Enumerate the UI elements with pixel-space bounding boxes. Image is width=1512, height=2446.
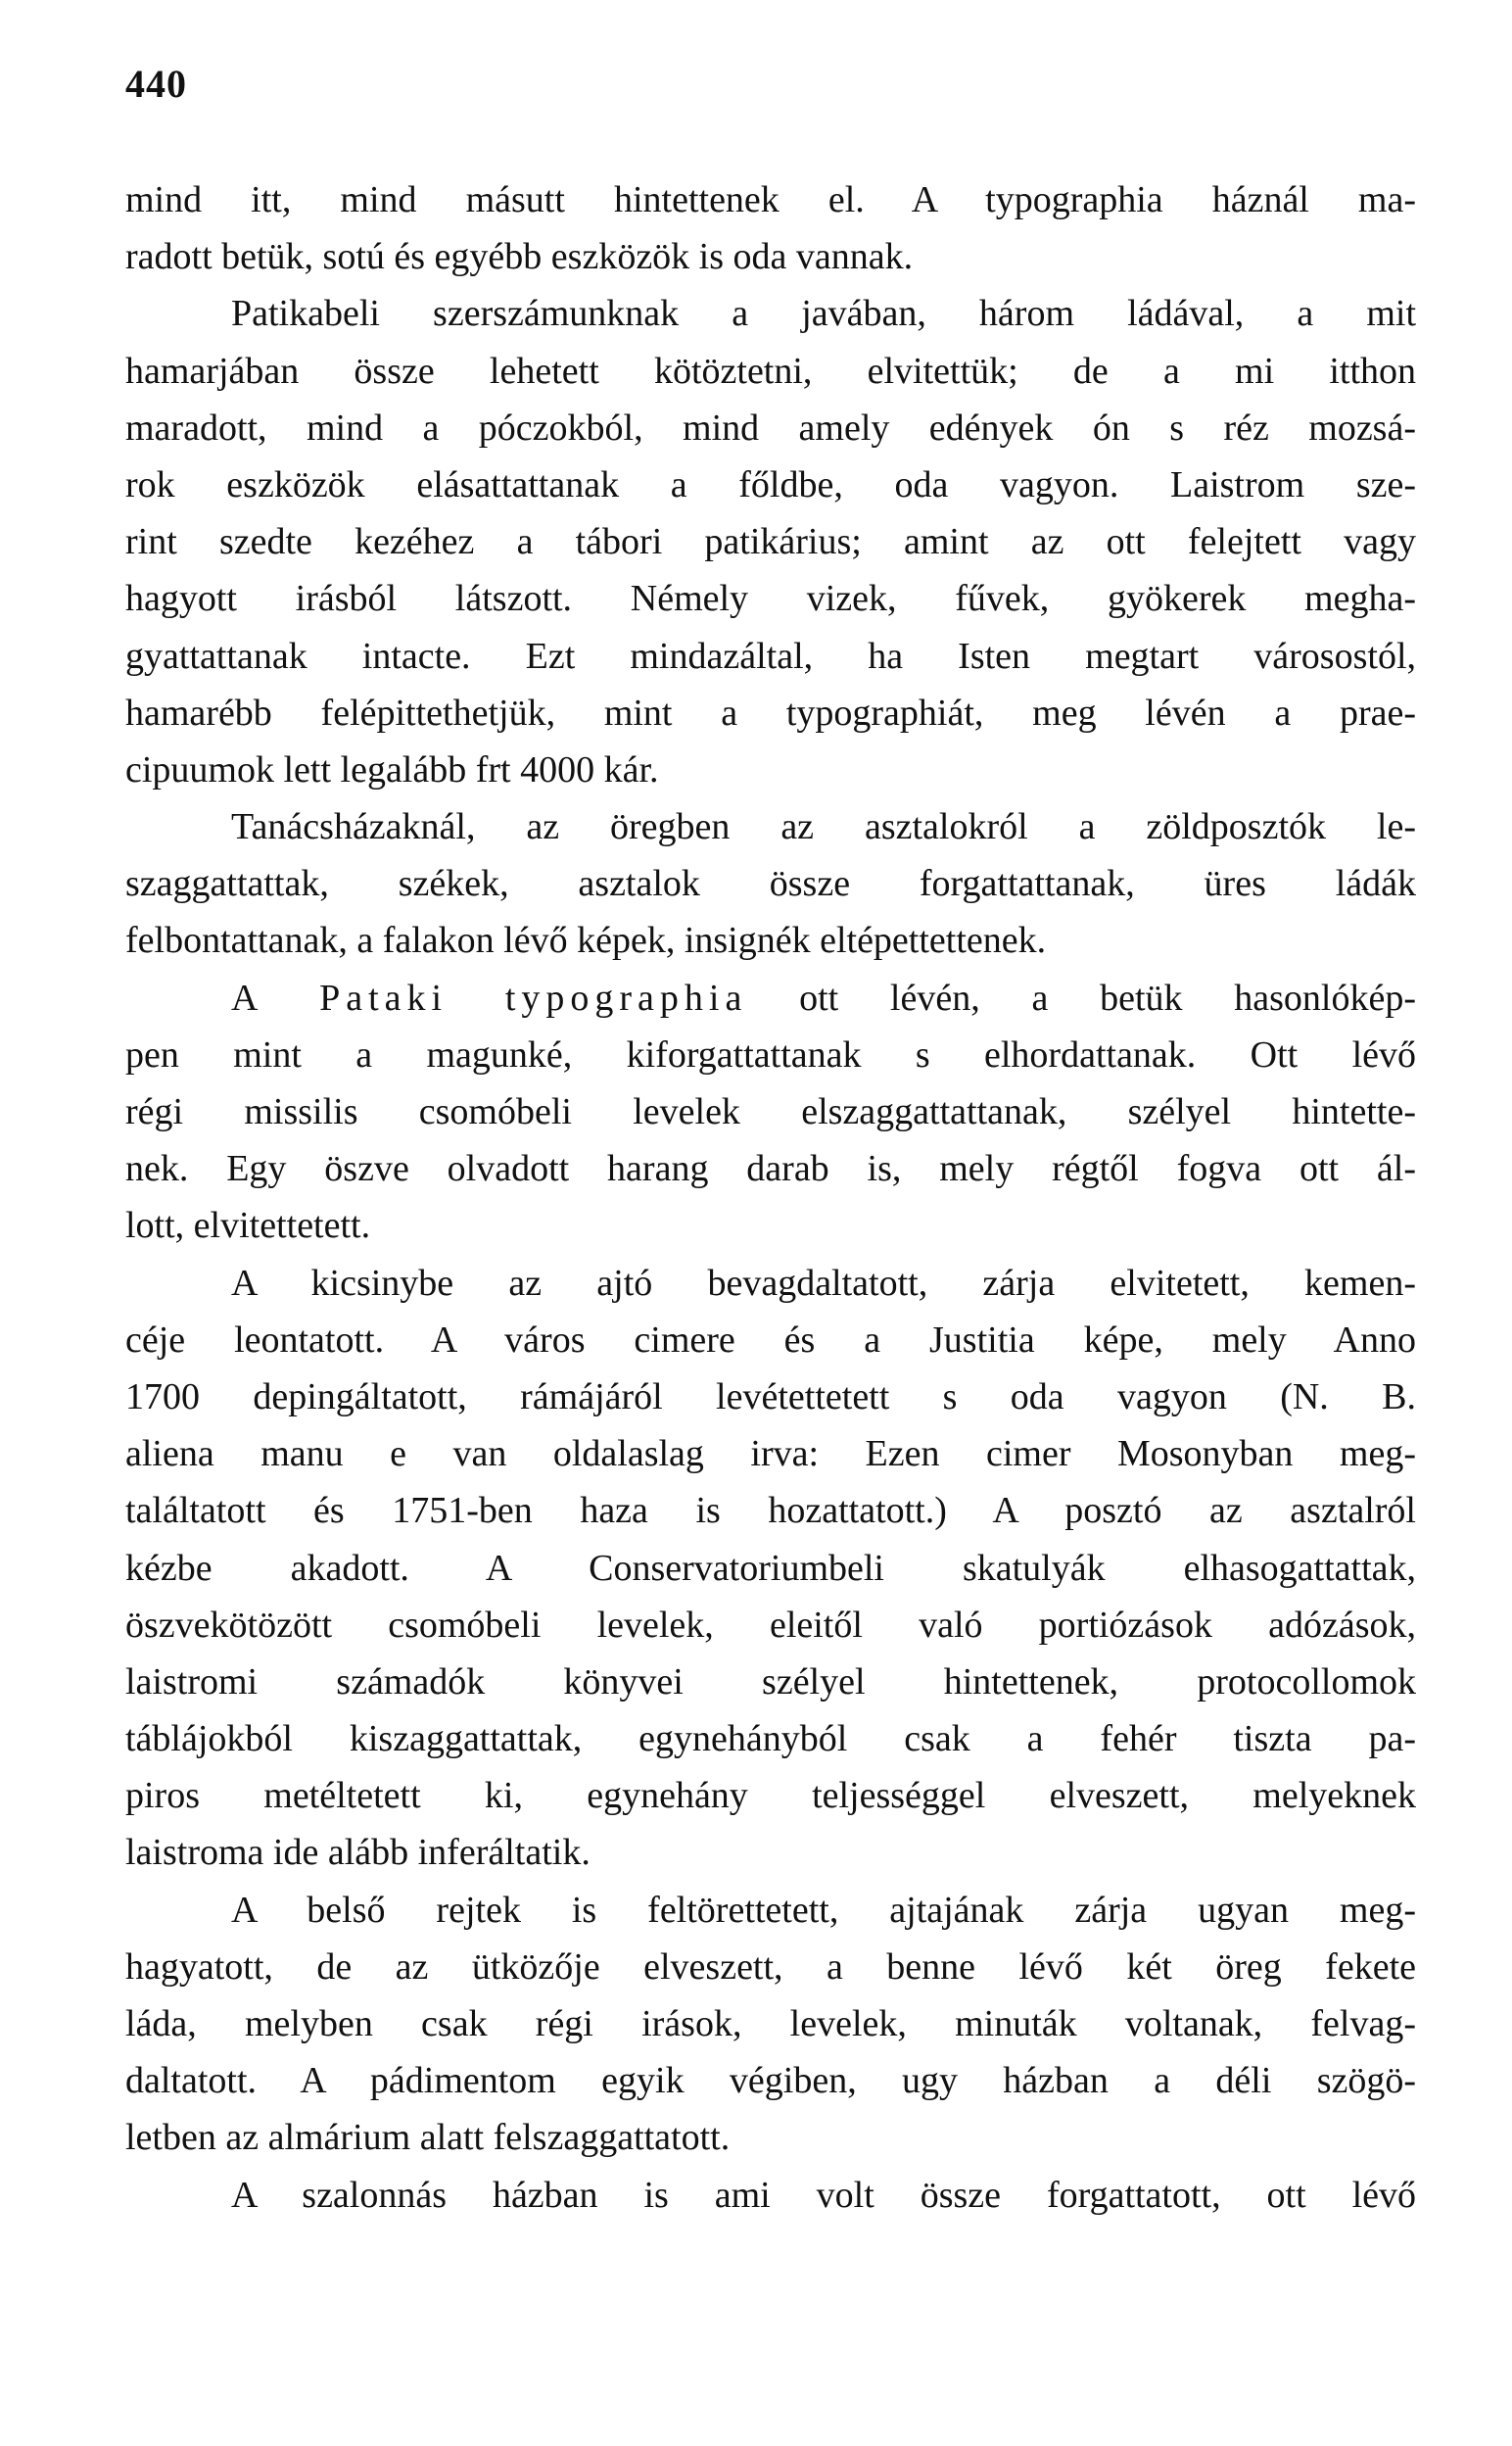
text-line: felbontattanak, a falakon lévő képek, insignék eltépettettenek. <box>125 920 1047 962</box>
text-line: A szalonnás házban is ami volt össze forgattatott, ott lévő <box>231 2174 1416 2216</box>
text-line: táblájokból kiszaggattattak, egynehányból csak a fehér tiszta pa- <box>125 1718 1416 1760</box>
text-line: hagyatott, de az ütközője elveszett, a benne lévő két öreg fekete <box>125 1945 1416 1988</box>
text-line: öszvekötözött csomóbeli levelek, eleitől való portiózások adózások, <box>125 1604 1416 1646</box>
text-line: aliena manu e van oldalaslag irva: Ezen cimer Mosonyban meg- <box>125 1433 1416 1475</box>
text-line: régi missilis csomóbeli levelek elszaggattattanak, szélyel hintette- <box>125 1091 1416 1132</box>
spaced-heading-text: A Pataki typographia <box>231 977 748 1019</box>
text-line: lott, elvitettetett. <box>125 1205 371 1247</box>
text-line: radott betük, sotú és egyébb eszközök is oda vannak. <box>125 236 914 278</box>
text-line: laistromi számadók könyvei szélyel hintettenek, protocollomok <box>125 1660 1416 1703</box>
text-line: 1700 depingáltatott, rámájáról levétettetett s oda vagyon (N. B. <box>125 1375 1416 1417</box>
text-line: találtatott és 1751-ben haza is hozattatott.) A posztó az asztalról <box>125 1490 1416 1532</box>
text-line: maradott, mind a póczokból, mind amely edények ón s réz mozsá- <box>125 407 1416 449</box>
text-line: rok eszközök elásattattanak a főldbe, oda vagyon. Laistrom sze- <box>125 463 1416 505</box>
body-text <box>125 171 1416 2224</box>
text-line: piros metéltetett ki, egynehány teljességgel elveszett, melyeknek <box>125 1775 1416 1817</box>
text-line: nek. Egy öszve olvadott harang darab is, mely régtől fogva ott ál- <box>125 1148 1416 1190</box>
text-line: gyattattanak intacte. Ezt mindazáltal, ha Isten megtart városostól, <box>125 635 1416 677</box>
page-number: 440 <box>125 62 187 106</box>
text-line: rint szedte kezéhez a tábori patikárius; amint az ott felejtett vagy <box>125 521 1416 563</box>
text-line: A belső rejtek is feltörettetett, ajtajának zárja ugyan meg- <box>231 1889 1416 1931</box>
text-line: A kicsinybe az ajtó bevagdaltatott, zárja elvitetett, kemen- <box>231 1262 1416 1304</box>
text-line: hamarjában össze lehetett kötöztetni, elvitettük; de a mi itthon <box>125 350 1416 392</box>
text-line: céje leontatott. A város cimere és a Justitia képe, mely Anno <box>125 1319 1416 1361</box>
text-line: szaggattattak, székek, asztalok össze forgattattanak, üres ládák <box>125 863 1416 905</box>
text-line: letben az almárium alatt felszaggattatott. <box>125 2117 731 2159</box>
text-line: cipuumok lett legalább frt 4000 kár. <box>125 748 659 791</box>
text-line: kézbe akadott. A Conservatoriumbeli skatulyák elhasogattattak, <box>125 1547 1416 1589</box>
text-line: daltatott. A pádimentom egyik végiben, ugy házban a déli szögö- <box>125 2060 1416 2102</box>
text-line: pen mint a magunké, kiforgattattanak s elhordattanak. Ott lévő <box>125 1033 1416 1076</box>
text-line: Tanácsházaknál, az öregben az asztalokról a zöldposztók le- <box>231 806 1416 848</box>
text-line: hamarébb felépittethetjük, mint a typographiát, meg lévén a prae- <box>125 692 1416 734</box>
line-continuation: ott lévén, a betük hasonlókép- <box>747 977 1416 1019</box>
text-line: Patikabeli szerszámunknak a javában, három ládával, a mit <box>231 293 1416 335</box>
text-line <box>125 970 1416 1027</box>
text-line: láda, melyben csak régi irások, levelek, minuták voltanak, felvag- <box>125 2003 1416 2044</box>
text-line: mind itt, mind másutt hintettenek el. A typographia háznál ma- <box>125 179 1416 220</box>
text-line: hagyott irásból látszott. Némely vizek, fűvek, gyökerek megha- <box>125 578 1416 620</box>
text-line: laistroma ide alább inferáltatik. <box>125 1832 591 1874</box>
